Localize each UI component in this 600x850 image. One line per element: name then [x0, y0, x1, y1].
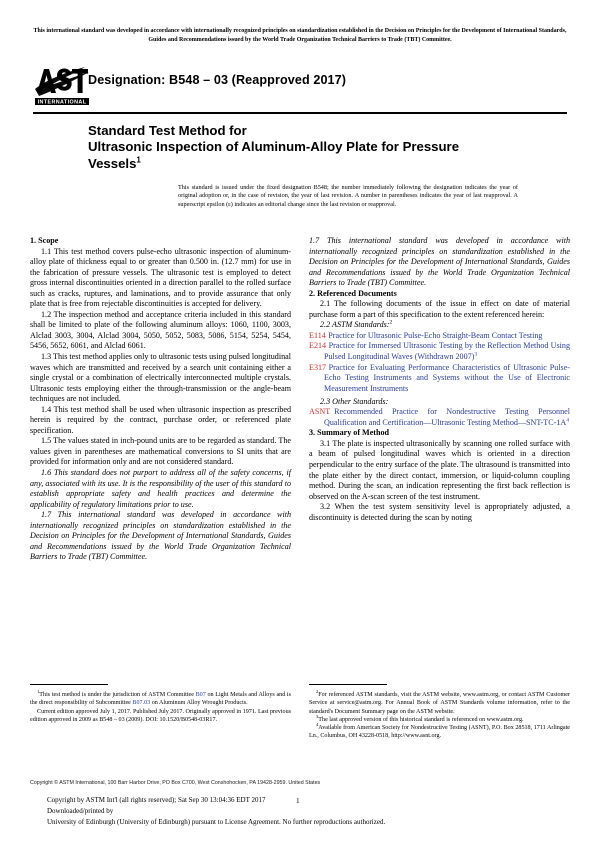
- astm-logo-subtext: INTERNATIONAL: [37, 99, 87, 106]
- paragraph-3-2: 3.2 When the test system sensitivity level is appropriately adjusted, a discontinuity is detected during the scan by noting: [309, 502, 570, 522]
- section-heading-summary-of-method: 3. Summary of Method: [309, 428, 390, 438]
- footnotes-right: [309, 688, 570, 741]
- paragraph-2-1: 2.1 The following documents of the issue in effect on date of material purchase form a part of this specification to the extent referenced herein:: [309, 299, 570, 319]
- standard-title[interactable]: Practice for Evaluating Performance Characteristics of Ultrasonic Pulse-Echo Testing Instruments and Systems without the Use of Electronic Measurement Instruments: [324, 362, 570, 393]
- paragraph-1-6: 1.6 This standard does not purport to address all of the safety concerns, if any, associated with its use. It is the responsibility of the user of this standard to establish appropriate safety and health practices and determine the applicability of regulatory limitations prior to use.: [30, 468, 291, 509]
- tbt-notice: This international standard was developed in accordance with internationally recognized principles on standardization established in the Decision on Principles for the Development of International Standards, Guides and Recommendations issued by the World Trade Organization Technical Barriers to Trade (TBT) Committee.: [33, 28, 567, 44]
- license-line-2: Downloaded/printed by: [47, 807, 114, 816]
- paragraph-3-1: 3.1 The plate is inspected ultrasonically by scanning one rolled surface with a beam of pulsed longitudinal waves which is oriented in a direction perpendicular to the entry surface of the plate. The ultrasound is transmitted into the plate either by the direct contact, immersion, or liquid-column coupling method. During the scan, an indication representing the first back reflection is observed on the A-scan screen of the test instrument.: [309, 438, 570, 501]
- standard-title[interactable]: Recommended Practice for Nondestructive Testing Personnel Qualification and Certification—Ultrasonic Testing Method—SNT-TC-1A: [324, 407, 570, 427]
- license-line-3: University of Edinburgh (University of Edinburgh) pursuant to License Agreement. No further reproductions authorized.: [47, 818, 386, 827]
- paragraph-1-3: 1.3 This test method applies only to ultrasonic tests using pulsed longitudinal waves which are transmitted and received by a search unit containing either a single crystal or a combination of electrically interconnected multiple crystals. Ultrasonic tests employing either the through-transmission or the angle-beam techniques are not included.: [30, 352, 291, 404]
- footnote-divider-right: [309, 684, 387, 685]
- section-heading-scope: 1. Scope: [30, 236, 59, 245]
- standard-designation-link[interactable]: E317: [309, 362, 327, 372]
- footnote-marker-4: 4: [566, 417, 569, 424]
- title-footnote-marker: 1: [136, 155, 141, 165]
- footnote-1: $^1$This test method is under the jurisdiction of ASTM Committee B07 on Light Metals and Alloys and is the direct responsibility of Subcommittee B07.03 on Aluminum Alloy Wrought Products.: [30, 688, 292, 707]
- section-heading-referenced-documents: 2. Referenced Documents: [309, 288, 397, 298]
- reference-item[interactable]: [309, 341, 570, 362]
- reference-item[interactable]: [309, 363, 570, 395]
- standard-title[interactable]: Practice for Ultrasonic Pulse-Echo Straight-Beam Contact Testing: [328, 330, 543, 340]
- left-column: [30, 236, 291, 563]
- standard-designation-link[interactable]: ASNT: [309, 407, 331, 417]
- footnote-marker-2: 2: [389, 319, 393, 326]
- standard-title[interactable]: Practice for Immersed Ultrasonic Testing by the Reflection Method Using Pulsed Longitudinal Waves (Withdrawn 2007): [324, 341, 570, 362]
- subheading-other-standards: 2.3 Other Standards:: [320, 396, 389, 406]
- footnote-edition-info: Current edition approved July 1, 2017. Published July 2017. Originally approved in 1971. Last previous edition approved in 2009 as B548 – 03 (2009). DOI: 10.1520/B0548-03R17.: [30, 708, 291, 723]
- paragraph-1-7-continued: 1.7 This international standard was developed in accordance with internationally recognized principles on standardization established in the Decision on Principles for the Development of International Standards, Guides and Recommendations issued by the World Trade Organization Technical Barriers to Trade (TBT) Committee.: [309, 236, 570, 288]
- paragraph-1-4: 1.4 This test method shall be used when ultrasonic inspection as prescribed herein is required by the contract, purchase order, or referenced plate specification.: [30, 404, 291, 435]
- reference-item[interactable]: [309, 407, 570, 428]
- masthead: [33, 63, 567, 109]
- title-line-3: Vessels$^1$: [88, 155, 141, 171]
- committee-link[interactable]: B07: [195, 692, 206, 698]
- issue-statement: This standard is issued under the fixed designation B548; the number immediately following the designation indicates the year of original adoption or, in the case of revision, the year of last revision. A number in parentheses indicates the year of last reapproval. A superscript epsilon (ε) indicates an editorial change since the last revision or reapproval.: [178, 184, 518, 208]
- astm-logo-icon: [33, 63, 91, 107]
- subcommittee-link[interactable]: B07.03: [132, 700, 151, 707]
- paragraph-1-1: 1.1 This test method covers pulse-echo ultrasonic inspection of aluminum-alloy plate of thickness equal to or greater than 0.500 in. (12.7 mm) for use in the fabrication of pressure vessels. The ultrasonic test is employed to detect gross internal discontinuities oriented in a direction parallel to the rolled surface such as cracks, ruptures, and laminations, and to provide assurance that only plate that is free from rejectable discontinuities is accepted for delivery.: [30, 246, 291, 309]
- paragraph-1-7: 1.7 This international standard was developed in accordance with internationally recognized principles on standardization established in the Decision on Principles for the Development of International Standards, Guides and Recommendations issued by the World Trade Organization Technical Barriers to Trade (TBT) Committee.: [30, 510, 291, 562]
- license-block: [47, 795, 527, 829]
- title-line-2: Ultrasonic Inspection of Aluminum-Alloy Plate for Pressure: [88, 139, 460, 155]
- paragraph-1-5: 1.5 The values stated in inch-pound units are to be regarded as standard. The values given in parentheses are mathematical conversions to SI units that are provided for information only and are not considered standard.: [30, 436, 291, 467]
- subheading-astm-standards: 2.2 ASTM Standards:$^2$: [320, 319, 393, 330]
- title-line-1: Standard Test Method for: [88, 123, 247, 138]
- right-column: [309, 236, 570, 523]
- standard-designation-link[interactable]: E214: [309, 341, 327, 351]
- license-line-1: Copyright by ASTM Int'l (all rights reserved); Sat Sep 30 13:04:36 EDT 2017: [47, 796, 266, 804]
- reference-item[interactable]: [309, 331, 570, 342]
- footnote-marker: 1: [37, 688, 40, 694]
- header-divider-rule: [33, 112, 567, 114]
- page-number: 1: [296, 797, 300, 805]
- designation-label: Designation: B548 – 03 (Reapproved 2017): [88, 73, 347, 87]
- standard-designation-link[interactable]: E114: [309, 330, 326, 340]
- footnote-4: $^4$Available from American Society for Nondestructive Testing (ASNT), P.O. Box 28518, 1711 Arlingate Ln., Columbus, OH 43228-0518, http://www.asnt.org.: [309, 722, 570, 740]
- copyright-notice: Copyright © ASTM International, 100 Barr Harbor Drive, PO Box C700, West Conshohocken, PA 19428-2959. United States: [30, 780, 321, 786]
- footnote-marker: 4: [316, 722, 319, 728]
- paragraph-1-2: 1.2 The inspection method and acceptance criteria included in this standard shall be limited to plate of the following aluminum alloys: 1060, 1100, 3003, Alclad 3003, 3004, Alclad 3004, 5050, 5052, 5083, 5086, 5154, 5254, 5454, 5456, 5652, 6061, and Alclad 6061.: [30, 309, 291, 351]
- footnote-divider-left: [30, 684, 108, 685]
- footnote-marker: 2: [316, 688, 319, 694]
- footnote-marker: 3: [316, 713, 319, 719]
- footnote-2: $^2$For referenced ASTM standards, visit the ASTM website, www.astm.org, or contact ASTM Customer Service at service@astm.org. For Annual Book of ASTM Standards volume information, refer to the standard's Document Summary page on the ASTM website.: [309, 688, 570, 715]
- page-title: [88, 123, 518, 172]
- footnote-marker-3: 3: [474, 351, 478, 358]
- footnotes-left: [30, 688, 292, 724]
- footnote-3: $^3$The last approved version of this historical standard is referenced on www.astm.org.: [316, 713, 524, 723]
